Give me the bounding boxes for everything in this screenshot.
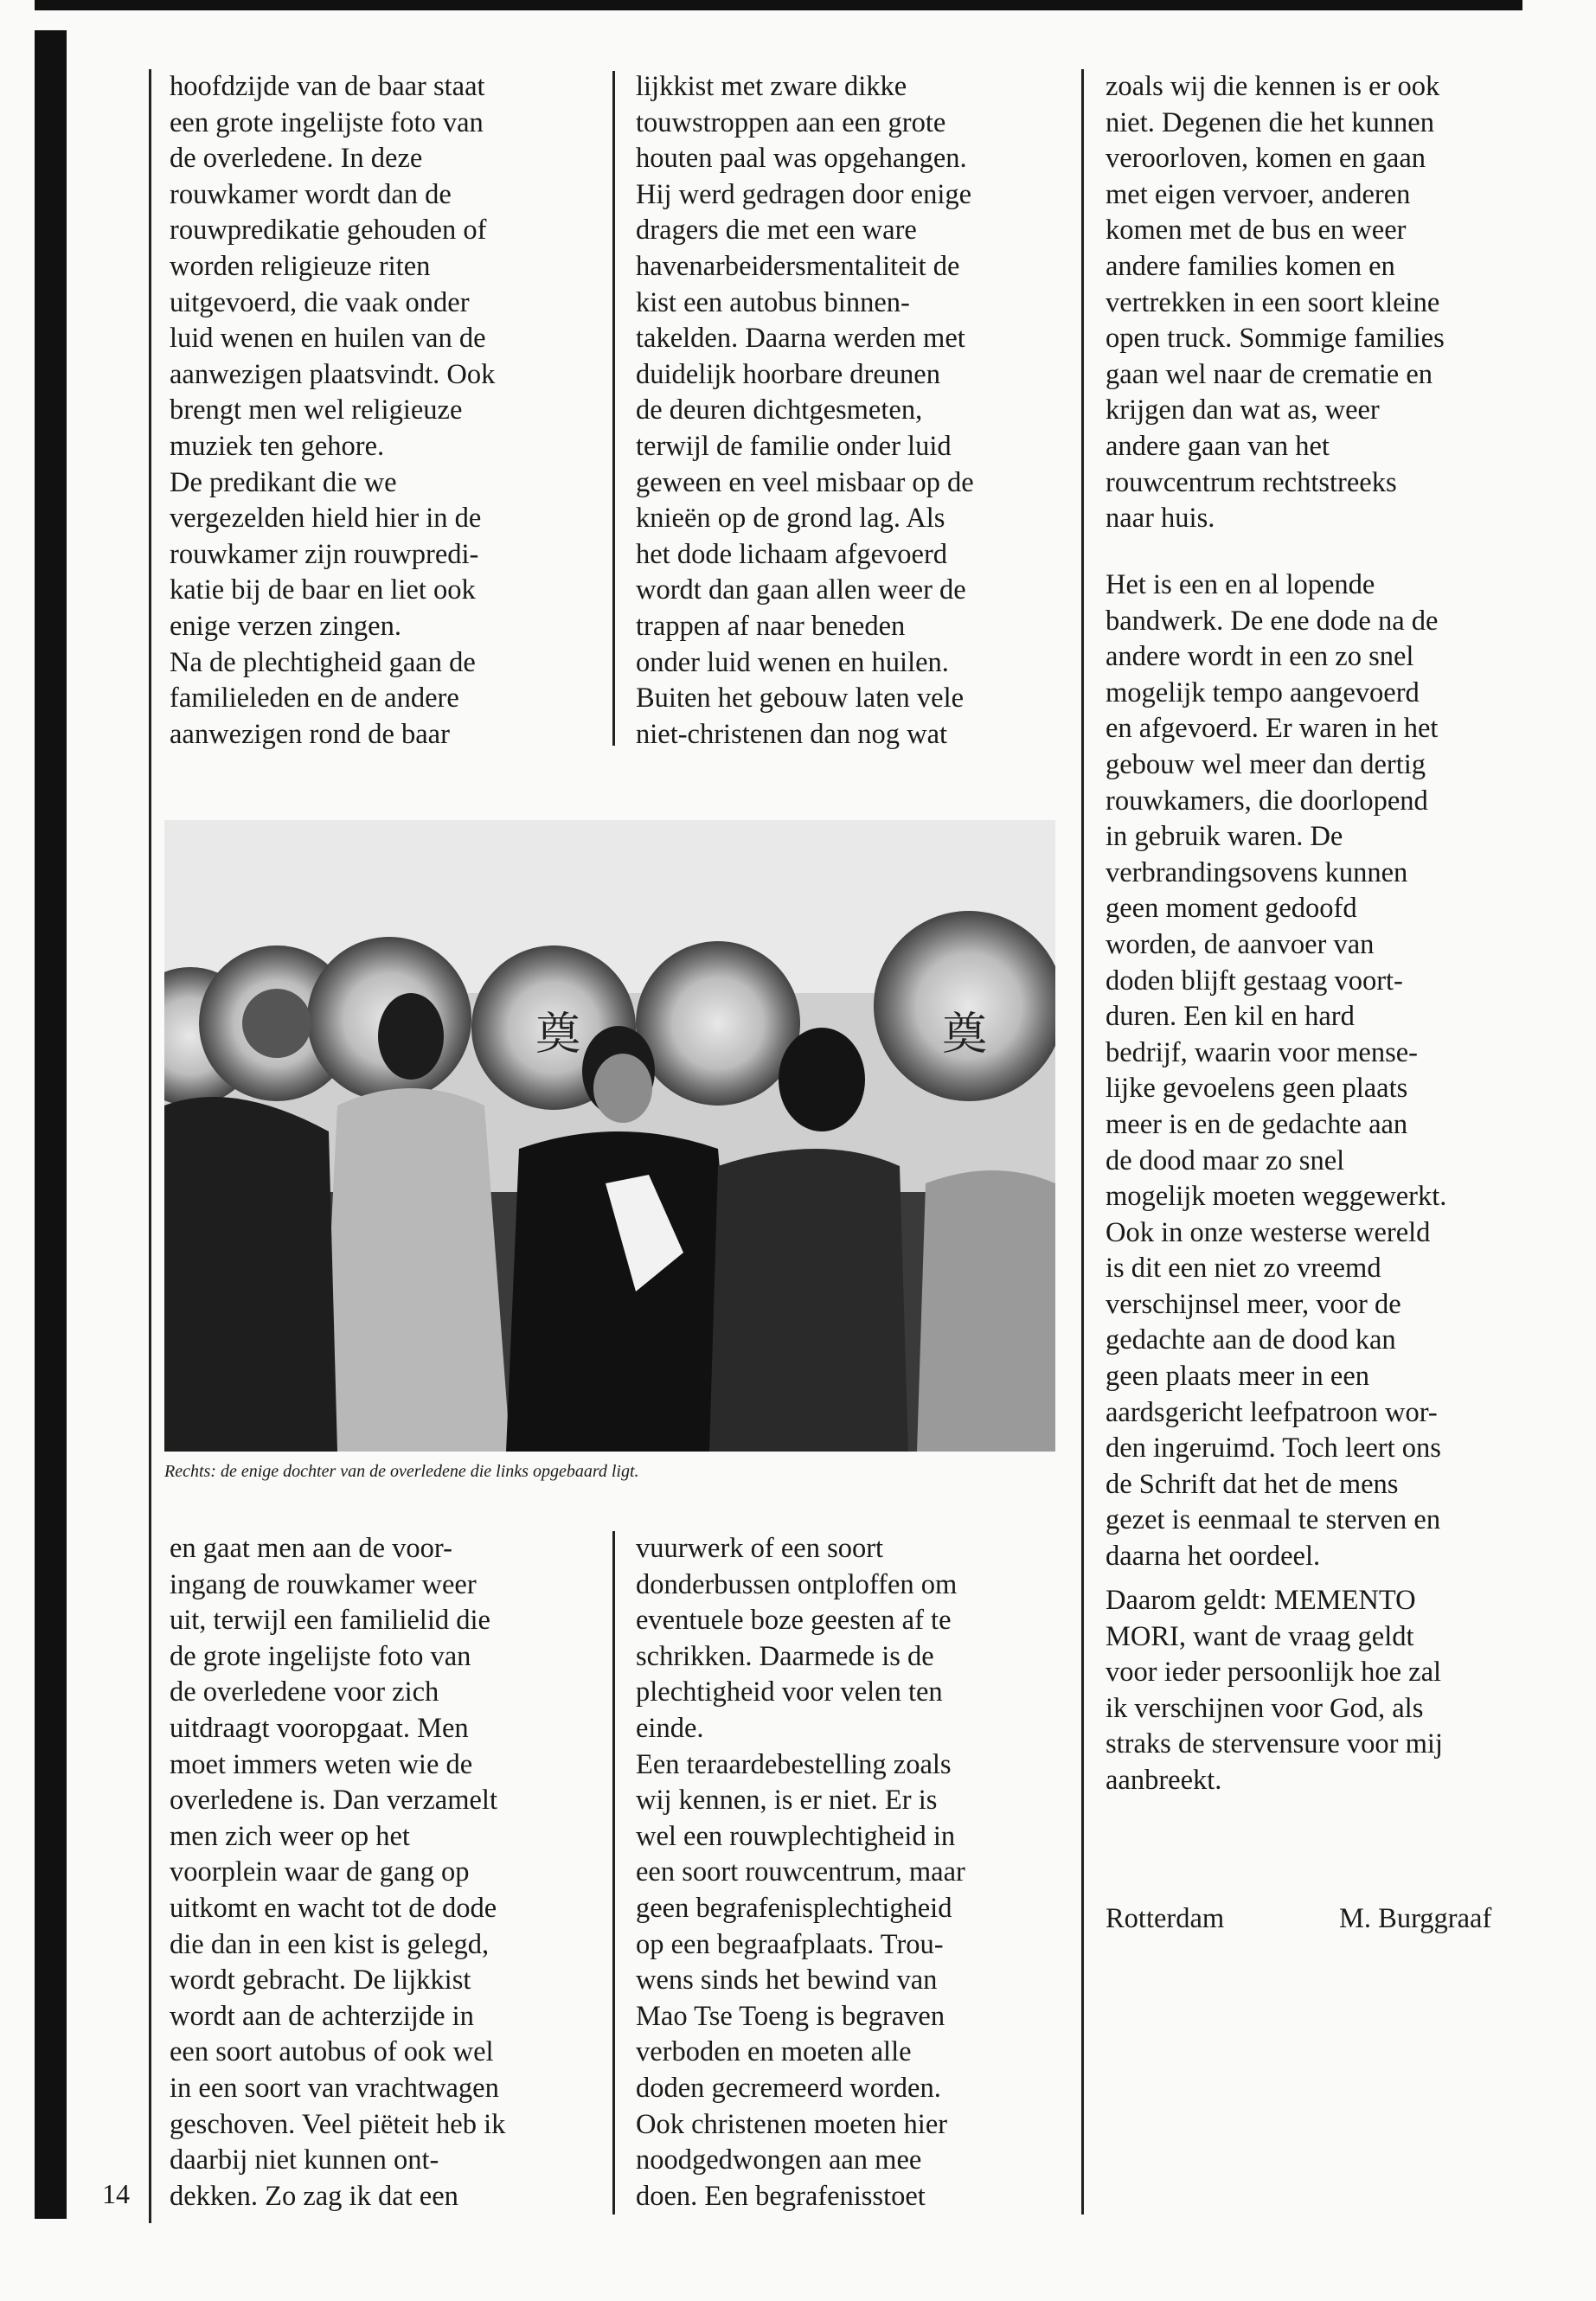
column-rule: [149, 69, 151, 2223]
text-column-right-a: zoals wij die kennen is er ook niet. Degenen die het kunnen veroorloven, komen en gaan met eigen vervoer, anderen komen met de bus en weer andere families komen en vertrekken in een soort kleine open truck. Sommige families gaan wel naar de crematie en krijgen dan wat as, weer andere gaan van het rouwcentrum rechtstreeks naar huis.: [1106, 71, 1445, 535]
text-column-right-b: Het is een en al lopende bandwerk. De ene dode na de andere wordt in een zo snel mogelijk tempo aangevoerd en afgevoerd. Er waren in het gebouw wel meer dan dertig rouwkamers, die doorlopend in gebruik waren. De verbrandingsovens kunnen geen moment gedoofd worden, de aanvoer van doden blijft gestaag voort- duren. Een kil en hard bedrijf, waarin voor mense- lijke gevoelens geen plaats meer is en de gedachte aan de dood maar zo snel mogelijk moeten weggewerkt. Ook in onze westerse wereld is dit een niet zo vreemd verschijnsel meer, voor de gedachte aan de dood kan geen plaats meer in een aardsgericht leefpatroon wor- den ingeruimd. Toch leert ons de Schrift dat het de mens gezet is eenmaal te sterven en daarna het oordeel.: [1106, 569, 1447, 1573]
text-column-top-left: hoofdzijde van de baar staat een grote ingelijste foto van de overledene. In deze rouwkamer wordt dan de rouwpredikatie gehouden of worden religieuze riten uitgevoerd, die vaak onder luid wenen en huilen van de aanwezigen plaatsvindt. Ook brengt men wel religieuze muziek ten gehore. De predikant die we vergezelden hield hier in de rouwkamer zijn rouwpredi- katie bij de baar en liet ook enige verzen zingen. Na de plechtigheid gaan de familieleden en de andere aanwezigen rond de baar: [170, 71, 496, 750]
funeral-photo-illustration: [164, 820, 1055, 1452]
signature-author: M. Burggraaf: [1339, 1903, 1492, 1934]
page-number: 14: [102, 2178, 130, 2209]
left-margin-bar: [35, 30, 67, 2219]
column-rule: [612, 1531, 615, 2214]
text-column-right-c: [1106, 1583, 1443, 1799]
funeral-photo: [164, 820, 1055, 1452]
text-column-top-middle: lijkkist met zware dikke touwstroppen aan een grote houten paal was opgehangen. Hij werd gedragen door enige dragers die met een ware havenarbeidersmentaliteit de kist een autobus binnen- takelden. Daarna werden met duidelijk hoorbare dreunen de deuren dichtgesmeten, terwijl de familie onder luid geween en veel misbaar op de knieën op de grond lag. Als het dode lichaam afgevoerd wordt dan gaan allen weer de trappen af naar beneden onder luid wenen en huilen. Buiten het gebouw laten vele niet-christenen dan nog wat: [636, 71, 974, 750]
signature-place: Rotterdam: [1106, 1903, 1225, 1934]
photo-character: 奠: [941, 1010, 988, 1060]
text-column-bottom-left: en gaat men aan de voor- ingang de rouwkamer weer uit, terwijl een familielid die de grote ingelijste foto van de overledene voor zich uitdraagt vooropgaat. Men moet immers weten wie de overledene is. Dan verzamelt men zich weer op het voorplein waar de gang op uitkomt en wacht tot de dode die dan in een kist is gelegd, wordt gebracht. De lijkkist wordt aan de achterzijde in een soort autobus of ook wel in een soort van vrachtwagen geschoven. Veel piëteit heb ik daarbij niet kunnen ont- dekken. Zo zag ik dat een: [170, 1533, 506, 2212]
photo-character: 奠: [535, 1010, 581, 1060]
memento-mori-paragraph: Daarom geldt: MEMENTO MORI, want de vraag geldt voor ieder persoonlijk hoe zal ik verschijnen voor God, als straks de stervensure voor mij aanbreekt.: [1106, 1585, 1443, 1796]
top-border: [35, 0, 1522, 10]
text-column-bottom-middle: vuurwerk of een soort donderbussen ontploffen om eventuele boze geesten af te schrikken. Daarmede is de plechtigheid voor velen ten einde. Een teraardebestelling zoals wij kennen, is er niet. Er is wel een rouwplechtigheid in een soort rouwcentrum, maar geen begrafenisplechtigheid op een begraafplaats. Trou- wens sinds het bewind van Mao Tse Toeng is begraven verboden en moeten alle doden gecremeerd worden. Ook christenen moeten hier noodgedwongen aan mee doen. Een begrafenisstoet: [636, 1533, 965, 2212]
photo-caption: Rechts: de enige dochter van de overledene die links opgebaard ligt.: [164, 1462, 639, 1481]
column-rule: [612, 71, 615, 746]
column-rule: [1081, 69, 1084, 2214]
